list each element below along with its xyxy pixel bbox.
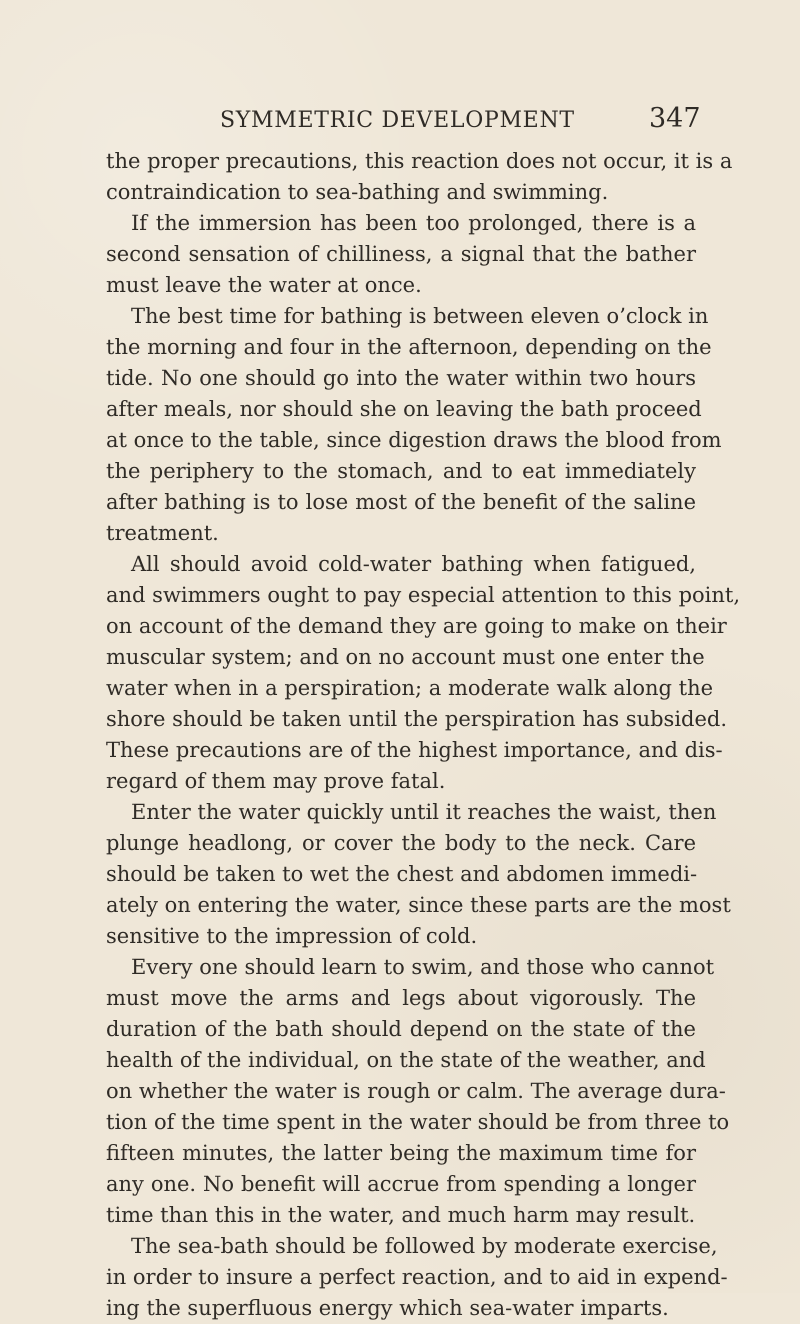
text-line: the morning and four in the afternoon, depending on the: [106, 335, 712, 359]
text-line: second sensation of chilliness, a signal that the bather: [106, 242, 696, 266]
text-line: contraindication to sea-bathing and swimming.: [106, 180, 609, 204]
running-head: [0, 103, 800, 136]
text-line: on whether the water is rough or calm. The average dura-: [106, 1079, 726, 1103]
text-line: plunge headlong, or cover the body to the neck. Care: [106, 831, 696, 855]
text-line: ing the superfluous energy which sea-water imparts.: [106, 1296, 669, 1320]
text-line: after bathing is to lose most of the benefit of the saline: [106, 490, 696, 514]
paragraph-start-line: If the immersion has been too prolonged, there is a: [131, 211, 696, 235]
text-line: on account of the demand they are going to make on their: [106, 614, 727, 638]
text-line: health of the individual, on the state of the weather, and: [106, 1048, 706, 1072]
text-line: sensitive to the impression of cold.: [106, 924, 478, 948]
paragraph-start-line: All should avoid cold-water bathing when fatigued,: [131, 552, 696, 576]
page-number: 347: [649, 103, 701, 134]
text-line: must move the arms and legs about vigorously. The: [106, 986, 696, 1010]
text-line: the proper precautions, this reaction does not occur, it is a: [106, 149, 733, 173]
text-line: should be taken to wet the chest and abdomen immedi-: [106, 862, 698, 886]
text-line: treatment.: [106, 521, 219, 545]
text-line: These precautions are of the highest importance, and dis-: [106, 738, 723, 762]
text-line: muscular system; and on no account must one enter the: [106, 645, 705, 669]
text-line: and swimmers ought to pay especial attention to this point,: [106, 583, 741, 607]
text-line: the periphery to the stomach, and to eat immediately: [106, 459, 696, 483]
text-line: shore should be taken until the perspiration has subsided.: [106, 707, 728, 731]
text-line: any one. No benefit will accrue from spending a longer: [106, 1172, 696, 1196]
text-line: at once to the table, since digestion draws the blood from: [106, 428, 722, 452]
text-line: time than this in the water, and much harm may result.: [106, 1203, 696, 1227]
text-line: must leave the water at once.: [106, 273, 422, 297]
text-line: ately on entering the water, since these parts are the most: [106, 893, 731, 917]
text-line: fifteen minutes, the latter being the maximum time for: [106, 1141, 696, 1165]
text-line: water when in a perspiration; a moderate walk along the: [106, 676, 714, 700]
text-line: in order to insure a perfect reaction, and to aid in expend-: [106, 1265, 728, 1289]
paragraph-start-line: The sea-bath should be followed by moderate exercise,: [131, 1234, 718, 1258]
text-line: duration of the bath should depend on the state of the: [106, 1017, 696, 1041]
text-line: regard of them may prove fatal.: [106, 769, 446, 793]
running-title: SYMMETRIC DEVELOPMENT: [220, 108, 575, 133]
body-text: [106, 146, 741, 1324]
text-line: after meals, nor should she on leaving the bath proceed: [106, 397, 702, 421]
text-line: tion of the time spent in the water should be from three to: [106, 1110, 730, 1134]
paragraph-start-line: Every one should learn to swim, and those who cannot: [131, 955, 715, 979]
paragraph-start-line: The best time for bathing is between eleven o’clock in: [131, 304, 709, 328]
paragraph-start-line: Enter the water quickly until it reaches the waist, then: [131, 800, 717, 824]
text-line: tide. No one should go into the water within two hours: [106, 366, 696, 390]
